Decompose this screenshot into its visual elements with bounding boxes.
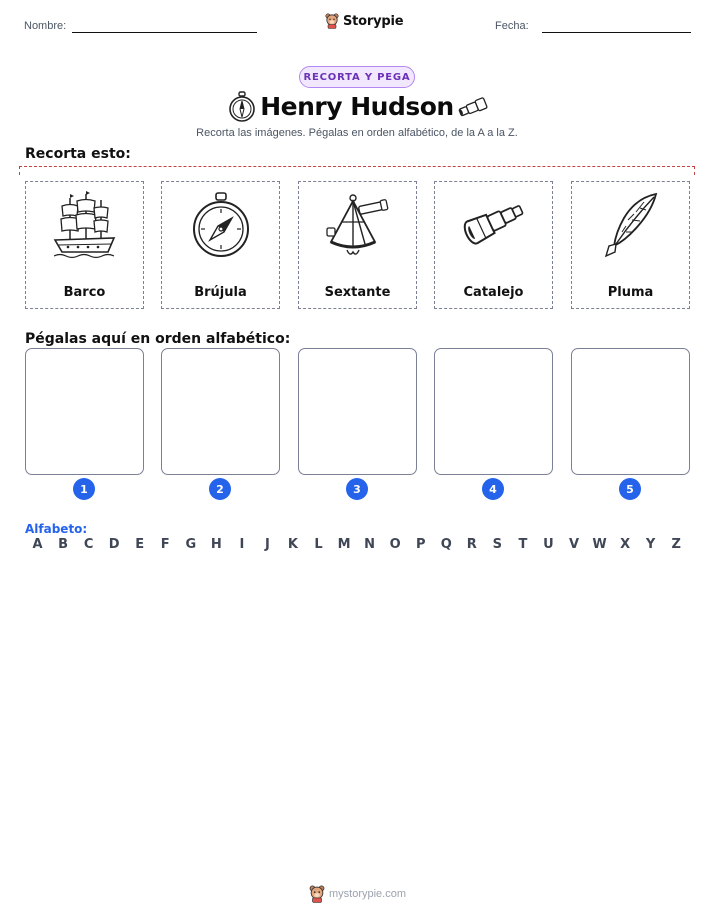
cut-card-2[interactable] <box>161 181 280 309</box>
page-title: Henry Hudson <box>260 92 454 121</box>
paste-box-5[interactable] <box>571 348 690 475</box>
alphabet-letter: R <box>466 537 477 552</box>
cut-heading: Recorta esto: <box>25 146 131 162</box>
cut-card-5[interactable] <box>571 181 690 309</box>
position-number-1: 1 <box>73 478 95 500</box>
cut-card-4[interactable] <box>434 181 553 309</box>
brand-name: Storypie <box>343 13 404 29</box>
bear-mascot-icon <box>309 885 325 903</box>
spyglass-icon <box>459 190 529 262</box>
alphabet-letter: K <box>287 537 298 552</box>
alphabet-letter: Y <box>645 537 656 552</box>
alphabet-heading: Alfabeto: <box>25 522 88 536</box>
alphabet-letter: O <box>389 537 401 552</box>
name-label: Nombre: <box>24 20 67 32</box>
alphabet-letter: E <box>135 537 145 552</box>
alphabet-letter: S <box>492 537 503 552</box>
alphabet-letter: P <box>415 537 426 552</box>
paste-box-3[interactable] <box>298 348 417 475</box>
position-number-3: 3 <box>346 478 368 500</box>
position-number-2: 2 <box>209 478 231 500</box>
card-label: Brújula <box>194 285 247 300</box>
alphabet-letter: C <box>83 537 94 552</box>
telescope-icon <box>457 96 489 118</box>
alphabet-letter: Q <box>440 537 452 552</box>
alphabet-letter: B <box>58 537 68 552</box>
card-label: Barco <box>63 285 106 300</box>
cut-card-1[interactable] <box>25 181 144 309</box>
position-number-4: 4 <box>482 478 504 500</box>
alphabet-letter: T <box>518 537 528 552</box>
name-line <box>72 32 257 33</box>
compass-icon <box>186 190 256 262</box>
card-label: Sextante <box>324 285 391 300</box>
alphabet-letter: U <box>543 537 554 552</box>
instructions: Recorta las imágenes. Pégalas en orden alfabético, de la A a la Z. <box>196 127 518 139</box>
alphabet-letter: I <box>239 537 245 552</box>
paste-box-4[interactable] <box>434 348 553 475</box>
alphabet-letter: A <box>32 537 43 552</box>
paste-box-1[interactable] <box>25 348 144 475</box>
activity-badge: RECORTA Y PEGA <box>299 66 415 88</box>
ship-icon <box>50 190 120 262</box>
quill-pen-icon <box>596 190 666 262</box>
bear-mascot-icon <box>325 13 339 29</box>
alphabet-letter: H <box>210 537 222 552</box>
card-label: Pluma <box>607 285 654 300</box>
date-line <box>542 32 691 33</box>
position-number-5: 5 <box>619 478 641 500</box>
alphabet-letter: F <box>160 537 170 552</box>
paste-heading: Pégalas aquí en orden alfabético: <box>25 331 291 347</box>
alphabet-letter: V <box>568 537 580 552</box>
alphabet-letter: N <box>364 537 376 552</box>
alphabet-letter: D <box>108 537 120 552</box>
sextant-icon <box>323 190 393 262</box>
alphabet-letter: G <box>185 537 197 552</box>
brand-logo <box>325 13 403 29</box>
footer <box>309 885 406 903</box>
paste-box-2[interactable] <box>161 348 280 475</box>
alphabet-letter: L <box>314 537 323 552</box>
alphabet-letter: M <box>337 537 351 552</box>
alphabet-letter: J <box>265 537 270 552</box>
card-label: Catalejo <box>463 285 524 300</box>
date-label: Fecha: <box>495 20 529 32</box>
alphabet-row <box>25 537 689 552</box>
cut-line <box>19 166 695 175</box>
cut-card-3[interactable] <box>298 181 417 309</box>
alphabet-letter: X <box>620 537 631 552</box>
alphabet-letter: Z <box>671 537 681 552</box>
alphabet-letter: W <box>592 537 607 552</box>
footer-url: mystorypie.com <box>329 888 407 900</box>
